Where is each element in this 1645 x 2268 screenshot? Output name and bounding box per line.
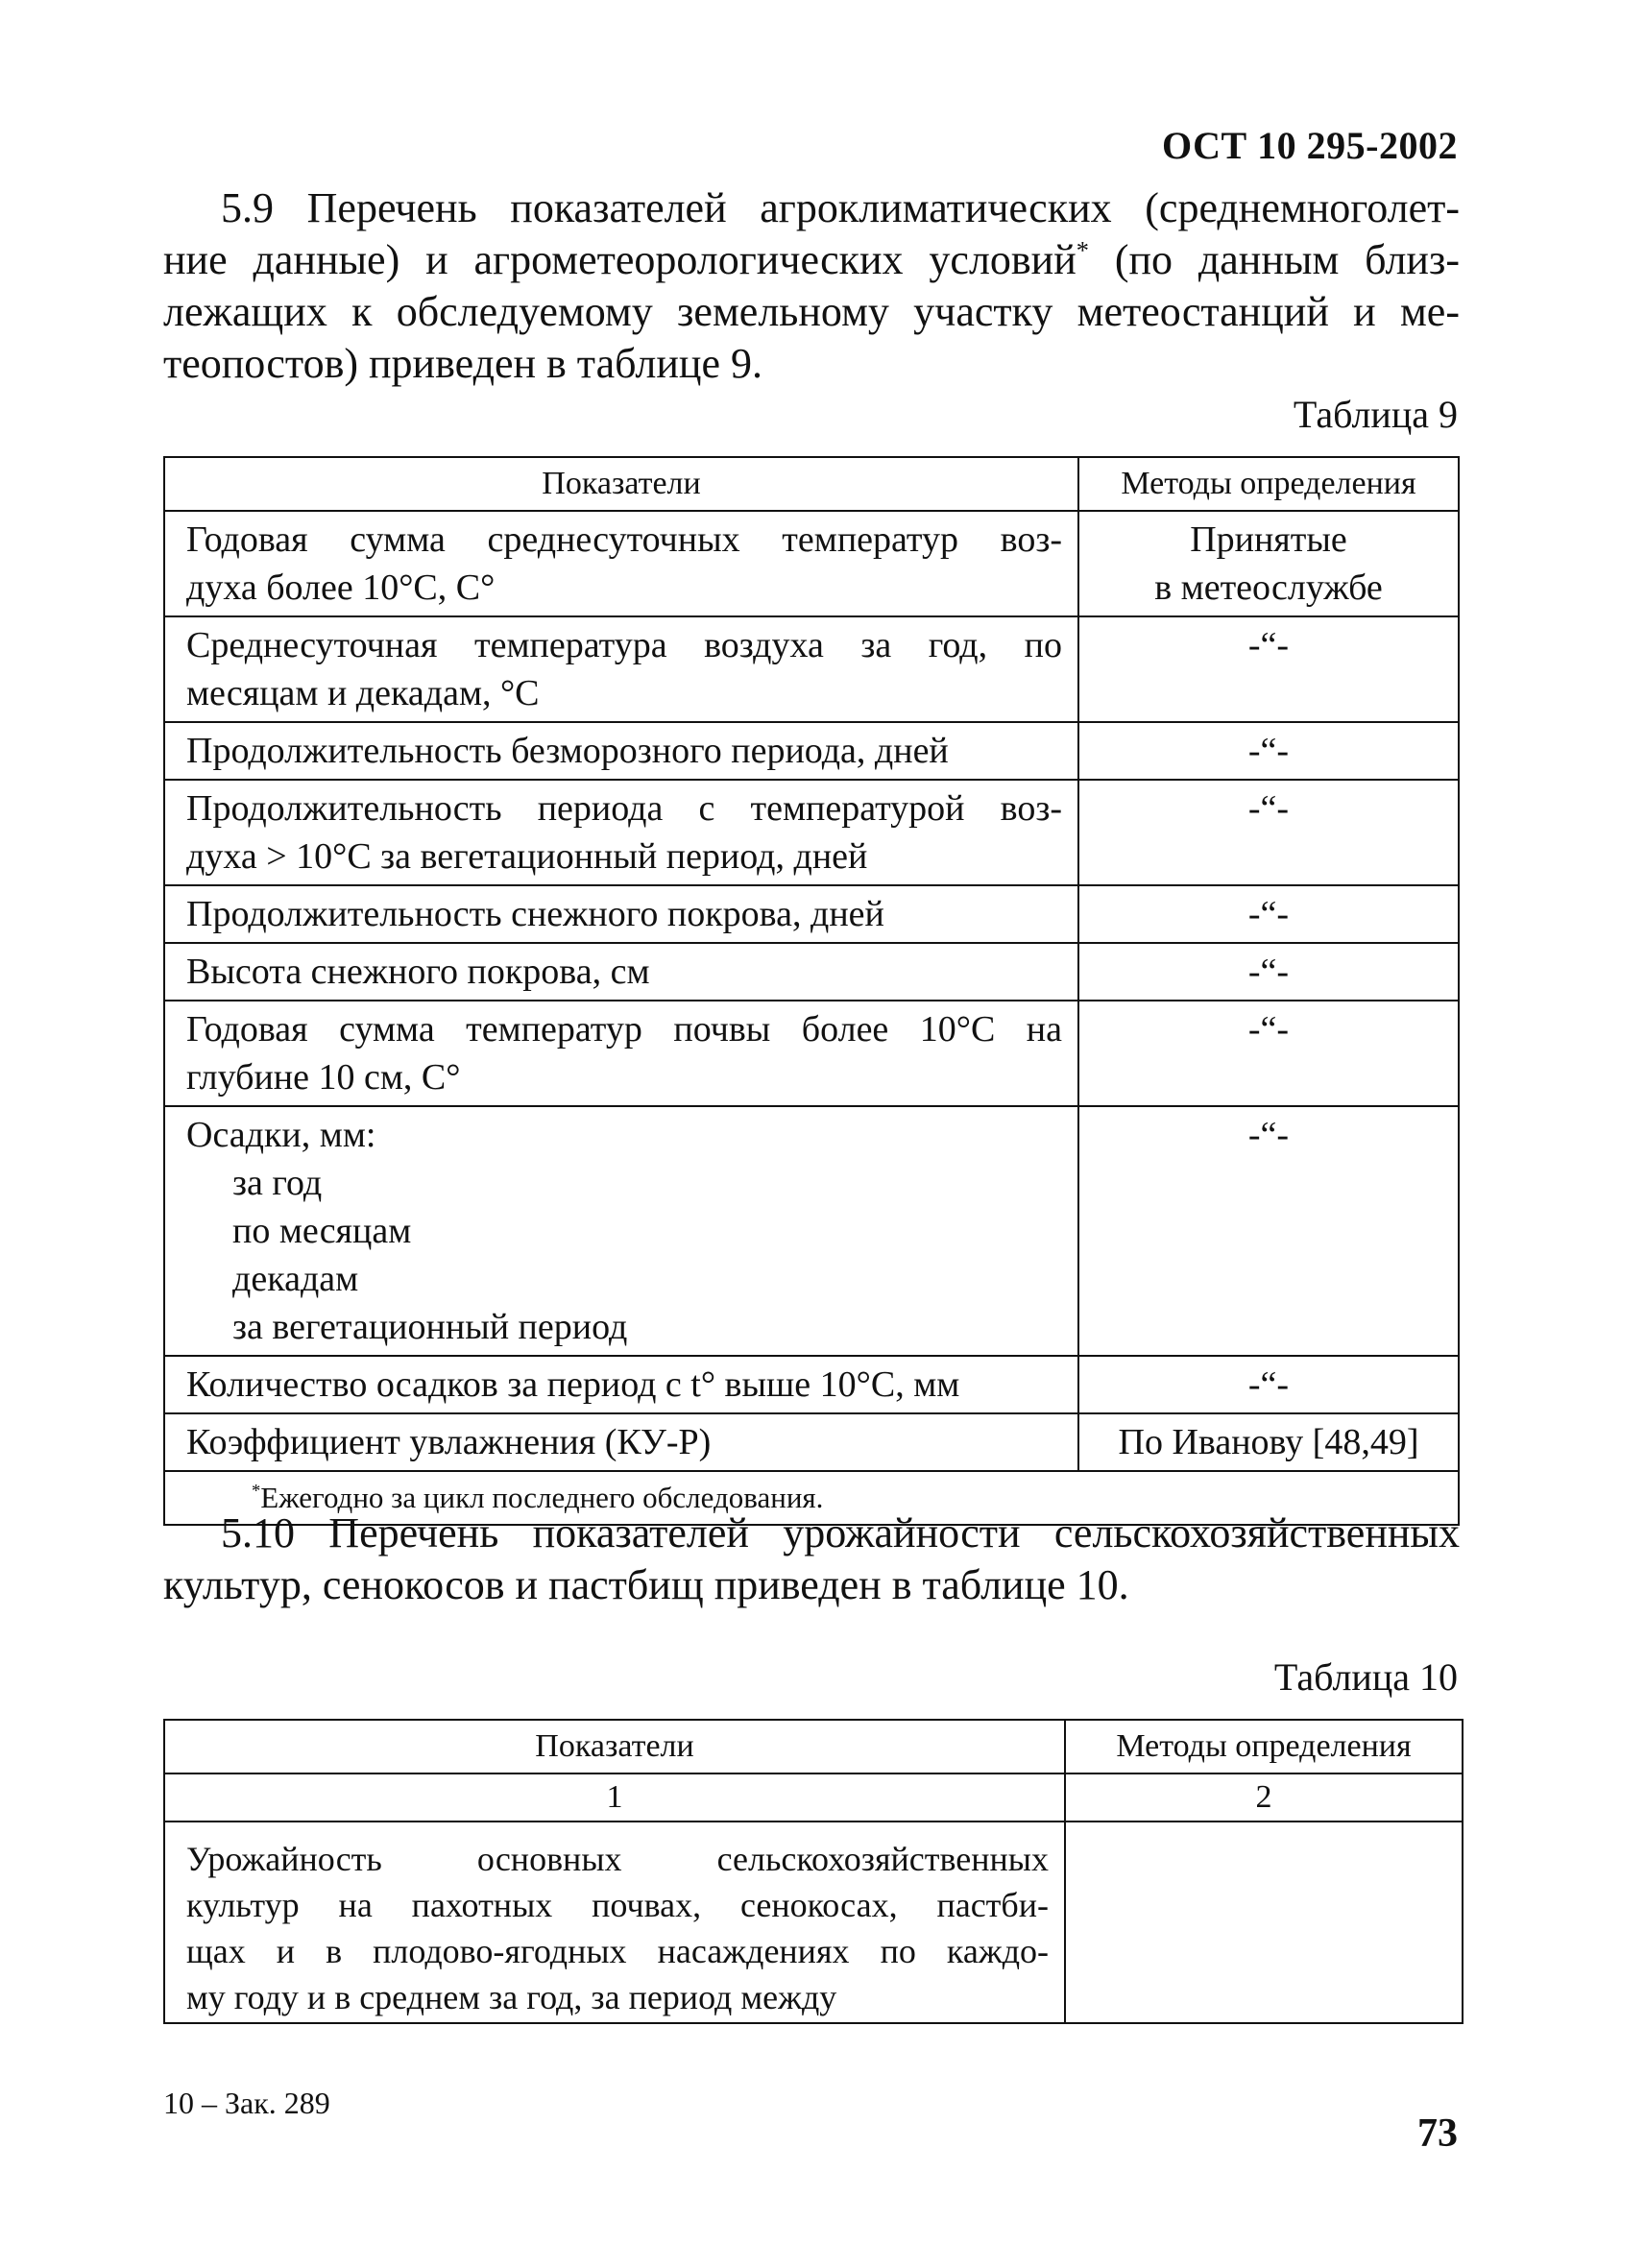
table-header-row: [164, 1720, 1463, 1773]
indicator-text: глубине 10 см, С°: [186, 1057, 461, 1098]
indicator-text: Продолжительность периода с температурой воз-: [186, 788, 1062, 829]
column-number-row: [164, 1773, 1463, 1822]
table-row: [164, 1356, 1459, 1413]
footnote-text: Ежегодно за цикл последнего обследования.: [260, 1481, 824, 1514]
indicator-cell: [164, 885, 1078, 943]
paragraph-5-9: [163, 182, 1460, 390]
method-text: -“-: [1247, 625, 1290, 665]
method-text: Принятые: [1190, 519, 1347, 560]
indicator-cell: [164, 1822, 1065, 2023]
paragraph-line: [163, 234, 1460, 286]
column-header: Показатели: [164, 1720, 1065, 1773]
paragraph-text: (по данным близ-: [1088, 236, 1460, 283]
order-note: 10 – Зак. 289: [163, 2086, 330, 2120]
footnote-reference: *: [1076, 235, 1089, 265]
page-number: 73: [1417, 2111, 1458, 2156]
sub-item: по месяцам: [232, 1211, 412, 1251]
indicator-text: месяцам и декадам, °С: [186, 673, 540, 713]
indicator-text: культур на пахотных почвах, сенокосах, пастби-: [186, 1886, 1049, 1924]
indicator-cell: [164, 1413, 1078, 1471]
method-cell: [1065, 1822, 1463, 2023]
table-row: [164, 1413, 1459, 1471]
indicator-text: Количество осадков за период с t° выше 10°С, мм: [186, 1364, 960, 1405]
indicator-cell: [164, 1001, 1078, 1106]
table-row: [164, 722, 1459, 780]
sub-item: за вегетационный период: [232, 1307, 628, 1347]
indicator-cell: [164, 943, 1078, 1001]
method-cell: [1078, 780, 1459, 885]
method-text: -“-: [1247, 894, 1290, 934]
table-row: [164, 1001, 1459, 1106]
method-cell: [1078, 722, 1459, 780]
table-10-caption: Таблица 10: [1273, 1655, 1458, 1699]
paragraph-line: 5.10 Перечень показателей урожайности сельскохозяйственных: [221, 1509, 1460, 1556]
footnote-mark: *: [252, 1481, 261, 1502]
paragraph-line: лежащих к обследуемому земельному участку метеостанций и ме-: [163, 288, 1460, 335]
indicator-text: Среднесуточная температура воздуха за год, по: [186, 625, 1062, 665]
paragraph-line: 5.9 Перечень показателей агроклиматических (среднемноголет-: [221, 184, 1460, 231]
indicator-cell: [164, 511, 1078, 616]
method-cell: [1078, 885, 1459, 943]
method-text: -“-: [1247, 1009, 1290, 1050]
indicator-cell: [164, 1106, 1078, 1356]
column-number: 1: [164, 1773, 1065, 1822]
paragraph-text: ние данные) и агрометеорологических условий: [163, 236, 1077, 283]
method-text: -“-: [1247, 1115, 1290, 1155]
sub-item: за год: [232, 1163, 323, 1203]
method-text: в метеослужбе: [1154, 567, 1383, 608]
paragraph-line: теопостов) приведен в таблице 9.: [163, 340, 762, 387]
indicator-cell: [164, 1356, 1078, 1413]
indicator-cell: [164, 722, 1078, 780]
paragraph-5-10: [163, 1508, 1460, 1611]
table-row: [164, 1106, 1459, 1356]
indicator-text: Продолжительность безморозного периода, дней: [186, 731, 949, 771]
method-text: По Иванову [48,49]: [1118, 1422, 1419, 1462]
method-cell: [1078, 1413, 1459, 1471]
indicator-text: Годовая сумма температур почвы более 10°С на: [186, 1009, 1062, 1050]
method-cell: [1078, 1356, 1459, 1413]
table-row: [164, 780, 1459, 885]
table-row: [164, 616, 1459, 722]
paragraph-line: культур, сенокосов и пастбищ приведен в таблице 10.: [163, 1561, 1129, 1608]
indicator-text: духа > 10°С за вегетационный период, дней: [186, 836, 868, 877]
table-row: [164, 885, 1459, 943]
table-header-row: [164, 457, 1459, 511]
method-text: -“-: [1247, 788, 1290, 829]
column-header: Показатели: [164, 457, 1078, 511]
indicator-text: Коэффициент увлажнения (КУ-Р): [186, 1422, 712, 1462]
method-cell: [1078, 1001, 1459, 1106]
table-9: [163, 456, 1460, 1526]
sub-item: декадам: [232, 1259, 359, 1299]
indicator-text: Продолжительность снежного покрова, дней: [186, 894, 884, 934]
indicator-cell: [164, 780, 1078, 885]
method-cell: [1078, 1106, 1459, 1356]
method-cell: [1078, 943, 1459, 1001]
table-row: [164, 1822, 1463, 2023]
method-text: -“-: [1247, 1364, 1290, 1405]
indicator-cell: [164, 616, 1078, 722]
column-header: Методы определения: [1078, 457, 1459, 511]
method-cell: [1078, 511, 1459, 616]
indicator-text: Осадки, мм:: [186, 1115, 376, 1155]
table-row: [164, 943, 1459, 1001]
method-cell: [1078, 616, 1459, 722]
indicator-text: Высота снежного покрова, см: [186, 952, 650, 992]
table-row: [164, 511, 1459, 616]
table-10: [163, 1719, 1464, 2024]
method-text: -“-: [1247, 952, 1290, 992]
table-9-caption: Таблица 9: [1293, 393, 1458, 436]
indicator-text: Годовая сумма среднесуточных температур воз-: [186, 519, 1062, 560]
indicator-text: духа более 10°С, С°: [186, 567, 496, 608]
column-header: Методы определения: [1065, 1720, 1463, 1773]
indicator-text: му году и в среднем за год, за период между: [186, 1978, 837, 2016]
column-number: 2: [1065, 1773, 1463, 1822]
indicator-text: Урожайность основных сельскохозяйственных: [186, 1840, 1049, 1878]
method-text: -“-: [1247, 731, 1290, 771]
indicator-text: щах и в плодово-ягодных насаждениях по каждо-: [186, 1932, 1049, 1970]
document-code: ОСТ 10 295-2002: [1162, 124, 1458, 167]
